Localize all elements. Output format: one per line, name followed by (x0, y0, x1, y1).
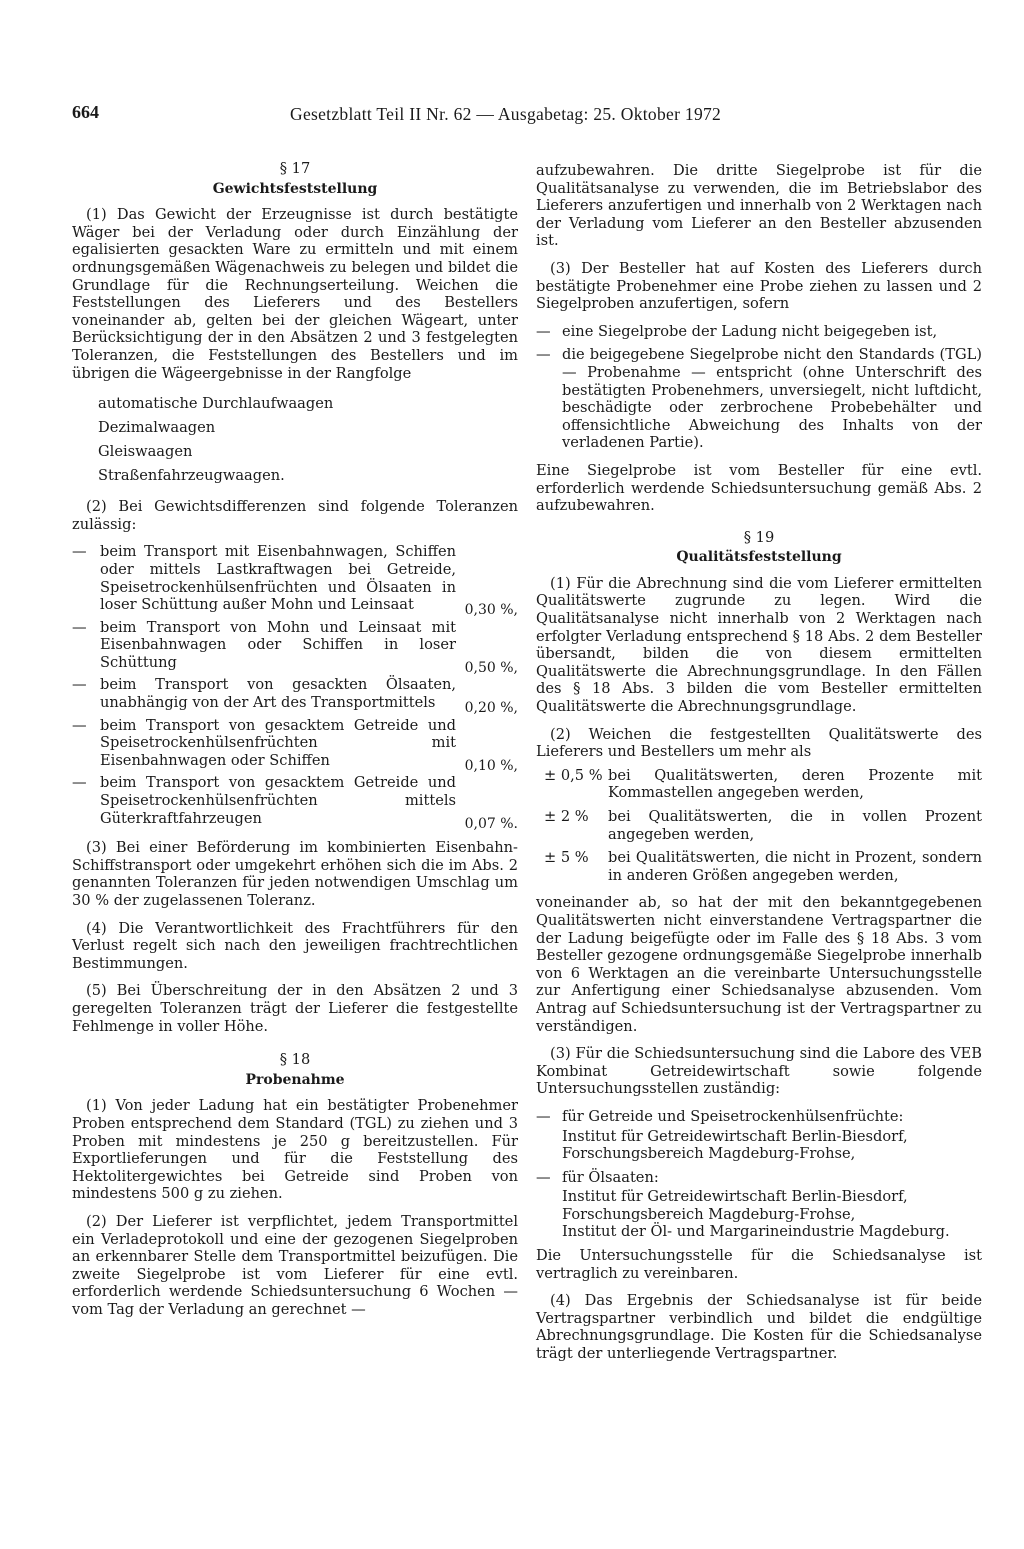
section-18-paragraph-2: (2) Der Lieferer ist verpflichtet, jedem Transportmittel ein Verladeprotokoll und eine der gezogenen Siegelproben an erkennbarer Stelle dem Transportmittel beizufügen. Die zweite Siegelprobe ist vom Lieferer für eine evtl. erforderlich werdende Schiedsuntersuchung 6 Wochen — vom Tag der Verladung an gerechnet — (72, 1212, 518, 1318)
condition-text: eine Siegelprobe der Ladung nicht beigegeben ist, (562, 322, 938, 340)
section-18-title: Probenahme (245, 1071, 345, 1088)
section-18-paragraph-4: Eine Siegelprobe ist vom Besteller für eine evtl. erforderlich werdende Schiedsuntersuchung gemäß Abs. 2 aufzubewahren. (536, 461, 982, 515)
institute-text: Institut der Öl- und Margarineindustrie Magdeburg. (562, 1223, 950, 1241)
section-17-paragraph-1: (1) Das Gewicht der Erzeugnisse ist durch bestätigte Wäger bei der Verladung oder durch Einzählung der egalisierten gesackten Ware zu ermitteln und mit einem ordnungsgemäßen Wägenachweis zu belegen und bildet die Grundlage für die Rechnungserteilung. Weichen die Feststellungen des Lieferers und des Bestellers voneinander ab, gelten bei der gleichen Wägeart, unter Berücksichtigung der in den Absätzen 2 und 3 festgelegten Toleranzen, die Feststellungen des Bestellers und im übrigen die Wägeergebnisse in der Rangfolge (72, 206, 518, 382)
tolerance-value: 0,30 %, (464, 602, 518, 619)
scale-item: Straßenfahrzeugwaagen. (98, 467, 285, 485)
section-18-number: § 18 (279, 1051, 311, 1069)
section-18-paragraph-2-continued: aufzubewahren. Die dritte Siegelprobe ist für die Qualitätsanalyse zu verwenden, die im Betriebslabor des Lieferers anzufertigen und innerhalb von 2 Werktagen nach der Verladung vom Lieferer an den Besteller abzusenden ist. (536, 162, 982, 250)
right-column (536, 162, 982, 1373)
dash-marker: — (536, 346, 551, 364)
tolerance-value: 0,07 %. (464, 815, 518, 832)
section-19-paragraph-3-end: Die Untersuchungsstelle für die Schiedsanalyse ist vertraglich zu vereinbaren. (536, 1247, 982, 1282)
dash-marker: — (72, 774, 87, 792)
scale-list (98, 392, 518, 488)
lab-label: für Getreide und Speisetrockenhülsenfrüchte: (562, 1107, 904, 1125)
scale-item: Dezimalwaagen (98, 419, 216, 437)
scale-item: Gleiswaagen (98, 443, 193, 461)
deviation-range: ± 2 % (544, 808, 589, 825)
tolerance-item (72, 618, 518, 676)
tolerance-text: beim Transport von gesacktem Getreide und Speisetrockenhülsenfrüchten mit Eisenbahnwagen oder Schiffen (100, 716, 456, 769)
condition-item (536, 323, 982, 341)
deviation-item (536, 767, 982, 802)
tolerance-value: 0,10 %, (464, 757, 518, 774)
dash-marker: — (72, 676, 87, 694)
deviation-range: ± 0,5 % (544, 766, 603, 784)
dash-marker: — (72, 543, 87, 561)
dash-marker: — (536, 1168, 551, 1186)
dash-marker: — (536, 322, 551, 340)
header-title: Gesetzblatt Teil II Nr. 62 — Ausgabetag: 25. Oktober 1972 (290, 104, 722, 124)
section-17-number: § 17 (279, 160, 311, 177)
gazette-page (72, 100, 982, 1520)
tolerance-text: beim Transport von Mohn und Leinsaat mit Eisenbahnwagen oder Schiffen in loser Schüttung (100, 618, 456, 671)
tolerance-text: beim Transport von gesacktem Getreide und Speisetrockenhülsenfrüchten mittels Güterkraftfahrzeugen (100, 774, 456, 827)
section-19-paragraph-1: (1) Für die Abrechnung sind die vom Lieferer ermittelten Qualitätswerte zugrunde zu legen. Wird die Qualitätsanalyse nicht innerhalb von 2 Werktagen nach erfolgter Verladung entsprechend § 18 Abs. 2 dem Besteller übersandt, bilden die von diesem ermittelten Qualitätswerte die Abrechnungsgrundlage. In den Fällen des § 18 Abs. 3 bilden die vom Besteller ermittelten Qualitätswerte die Abrechnungsgrundlage. (536, 574, 982, 716)
deviation-range: ± 5 % (544, 849, 589, 867)
tolerance-value: 0,50 %, (464, 659, 518, 676)
section-17-paragraph-4: (4) Die Verantwortlichkeit des Frachtführers für den Verlust regelt sich nach den jeweiligen frachtrechtlichen Bestimmungen. (72, 919, 518, 972)
left-column (72, 152, 518, 1328)
section-19-paragraph-2-intro: (2) Weichen die festgestellten Qualitätswerte des Lieferers und Bestellers um mehr als (536, 725, 982, 761)
tolerance-item (72, 716, 518, 774)
deviation-item (536, 808, 982, 843)
deviation-item (536, 849, 982, 884)
dash-marker: — (536, 1107, 551, 1125)
tolerance-text: beim Transport mit Eisenbahnwagen, Schiffen oder mittels Lastkraftwagen bei Getreide, Speisetrockenhülsenfrüchten und Ölsaaten in loser Schüttung außer Mohn und Leinsaat (100, 543, 456, 614)
tolerance-text: beim Transport von gesackten Ölsaaten, unabhängig von der Art des Transportmittels (100, 676, 456, 712)
section-17-paragraph-3: (3) Bei einer Beförderung im kombinierten Eisenbahn-Schiffstransport oder umgekehrt erhöhen sich die im Abs. 2 genannten Toleranzen für jeden notwendigen Umschlag um 30 % der zugelassenen Toleranz. (72, 839, 518, 909)
section-19-title: Qualitätsfeststellung (676, 549, 842, 566)
section-19-paragraph-2-continued: voneinander ab, so hat der mit den bekanntgegebenen Qualitätswerten nicht einverstandene Vertragspartner die der Ladung beigefügte oder im Falle des § 18 Abs. 3 vom Besteller gezogene ordnungsgemäße Siegelprobe innerhalb von 6 Werktagen an die vereinbarte Untersuchungsstelle zur Anfertigung einer Schiedsanalyse abzusenden. Vom Antrag auf Schiedsuntersuchung ist der Vertragspartner zu verständigen. (536, 894, 982, 1035)
page-header (72, 100, 972, 130)
lab-item (536, 1169, 982, 1187)
scale-item: automatische Durchlaufwaagen (98, 395, 334, 413)
tolerance-item (72, 543, 518, 619)
page-number: 664 (72, 102, 99, 122)
tolerance-item (72, 676, 518, 717)
condition-item (536, 346, 982, 452)
section-17-title: Gewichtsfeststellung (212, 180, 378, 197)
condition-text: die beigegebene Siegelprobe nicht den Standards (TGL) — Probenahme — entspricht (ohne Unterschrift des bestätigten Probenehmers, unversiegelt, nicht luftdicht, beschädigte oder zerbrochene Probebehälter und offensichtliche Abweichung des Inhalts von der verladenen Partie). (562, 346, 982, 452)
dash-marker: — (72, 716, 87, 734)
lab-item (536, 1108, 982, 1126)
section-19-paragraph-4: (4) Das Ergebnis der Schiedsanalyse ist für beide Vertragspartner verbindlich und bildet die endgültige Abrechnungsgrundlage. Die Kosten für die Schiedsanalyse trägt der unterliegende Vertragspartner. (536, 1292, 982, 1363)
section-19-number: § 19 (743, 528, 775, 546)
section-17-paragraph-5: (5) Bei Überschreitung der in den Absätzen 2 und 3 geregelten Toleranzen trägt der Lieferer die festgestellte Fehlmenge in voller Höhe. (72, 982, 518, 1035)
deviation-text: bei Qualitätswerten, die in vollen Prozent angegeben werden, (608, 808, 982, 843)
section-17-paragraph-2-intro: (2) Bei Gewichtsdifferenzen sind folgende Toleranzen zulässig: (72, 498, 518, 533)
tolerance-item (72, 774, 518, 832)
dash-marker: — (72, 618, 87, 636)
deviation-text: bei Qualitätswerten, deren Prozente mit Kommastellen angegeben werden, (608, 766, 982, 802)
section-19-paragraph-3: (3) Für die Schiedsuntersuchung sind die Labore des VEB Kombinat Getreidewirtschaft sowie folgende Untersuchungsstellen zuständig: (536, 1045, 982, 1098)
institute-text: Institut für Getreidewirtschaft Berlin-Biesdorf, Forschungsbereich Magdeburg-Frohse, (562, 1188, 908, 1223)
lab-label: für Ölsaaten: (562, 1168, 659, 1186)
tolerance-value: 0,20 %, (464, 700, 518, 717)
institute-text: Institut für Getreidewirtschaft Berlin-Biesdorf, Forschungsbereich Magdeburg-Frohse, (562, 1127, 908, 1163)
deviation-text: bei Qualitätswerten, die nicht in Prozent, sondern in anderen Größen angegeben werden, (608, 849, 982, 884)
section-18-paragraph-1: (1) Von jeder Ladung hat ein bestätigter Probenehmer Proben entsprechend dem Standard (TGL) zu ziehen und 3 Proben mit mindestens je 250 g bereitzustellen. Für Exportlieferungen und für die Feststellung des Hektolitergewichtes bei Getreide sind Proben von mindestens 500 g zu ziehen. (72, 1097, 518, 1203)
section-18-paragraph-3: (3) Der Besteller hat auf Kosten des Lieferers durch bestätigte Probenehmer eine Probe ziehen zu lassen und 2 Siegelproben anzufertigen, sofern (536, 259, 982, 313)
